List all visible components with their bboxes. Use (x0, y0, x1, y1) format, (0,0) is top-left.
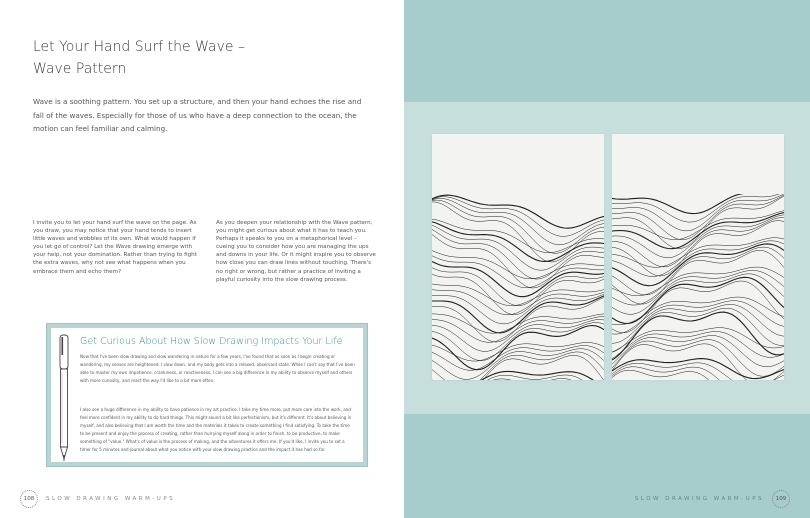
wave-line (612, 195, 784, 240)
wave-line (612, 336, 784, 367)
pen-icon (56, 333, 72, 463)
sidebar-box-inner (51, 328, 363, 462)
wave-line (612, 270, 784, 305)
wave-line (612, 274, 784, 315)
page-title (33, 36, 363, 80)
left-page (0, 0, 404, 518)
wave-line (432, 326, 604, 370)
teal-band-top (404, 0, 810, 102)
wave-line (432, 294, 604, 324)
running-head-right: SLOW DRAWING WARM-UPS (634, 496, 764, 502)
wave-line (612, 281, 784, 333)
wave-line (612, 340, 784, 377)
sidebar-paragraph-1: Now that I've been slow drawing and slow wandering in nature for a few years, I've found that as soon as I begin creating or wandering, my senses are heightened. I slow down, and my body gets into a relaxed, observant state. While I can't say that I've been able to master my own impatience, crankiness, or reactiveness, I can see a big difference in my ability to observe myself and others with more curiosity, and react the way I'd like to a bit more often. (80, 354, 355, 384)
wave-drawing-panel-left (432, 134, 604, 380)
wave-drawing-panel-right (612, 134, 784, 380)
sidebar-box (46, 323, 368, 467)
wave-line (432, 349, 604, 380)
wave-line (432, 284, 604, 306)
wave-line (612, 301, 784, 334)
title-line-2: Wave Pattern (33, 61, 127, 77)
paper-top (432, 134, 604, 194)
sidebar-heading: Get Curious About How Slow Drawing Impacts Your Life (80, 336, 343, 347)
intro-paragraph: Wave is a soothing pattern. You set up a structure, and then your hand echoes the rise and fall of the waves. Especially for those of us who have a deep connection to the ocean, the motion can feel familiar and calming. (33, 97, 362, 133)
wave-line (432, 290, 604, 315)
wave-line (612, 244, 784, 286)
wave-line (432, 378, 604, 380)
right-page (404, 0, 810, 518)
wave-line (612, 194, 784, 231)
body-column-left: I invite you to let your hand surf the wave on the page. As you draw, you may notice that your hand tends to insert little waves and wobbles of its own. What would happen if you let go of control? Let the Wave drawing emerge with your help, not your domination. Rather than trying to fight the extra waves, why not see what happens when you embrace them and echo them? (33, 220, 197, 275)
wave-line (432, 322, 604, 360)
wave-line (432, 222, 604, 262)
wave-line (432, 197, 604, 237)
page-number: 108 (23, 496, 35, 502)
footer-right (627, 489, 790, 509)
wave-line (432, 268, 604, 306)
wave-line (432, 371, 604, 380)
sidebar-paragraph-2: I also see a huge difference in my ability to have patience in my art practice. I take my time more, put more care into the work, and feel more confident in my ability to do hard things. This might sound a bit like perfectionism, but it's different. It's about believing in myself, and also believing that I am worth the time and the materials it takes to create something I find satisfying. To take the time to be present and enjoy the process of creating, rather than hurrying myself along in order to finish, to be productive, to make something of "value." What's of value is the process of making, and the adventures it offers me. If you'd like, I invite you to set a timer for 5 minutes and journal about what you notice with your slow drawing practice and the impact it has had so far. (80, 407, 352, 453)
title-line-1: Let Your Hand Surf the Wave – (33, 39, 245, 55)
wave-line (612, 238, 784, 268)
page-number-badge-right (772, 490, 790, 508)
page-number-right: 109 (775, 496, 787, 502)
paper-top (612, 134, 784, 194)
wave-drawing-left (432, 134, 604, 380)
page-number-badge (20, 490, 38, 508)
wave-drawing-right (612, 134, 784, 380)
footer-left (20, 489, 183, 509)
wave-line (612, 332, 784, 359)
body-column-right: As you deepen your relationship with the Wave pattern, you might get curious about what it has to teach you. Perhaps it speaks to you on a metaphorical level – cueing you to consider how you are managing the ups and downs in your life. Or it might inspire you to observe how close you can draw lines without touching. There's no right or wrong, but rather a practice of inviting a playful curiosity into the slow drawing process. (216, 220, 376, 283)
wave-line (612, 277, 784, 323)
wave-line (612, 344, 784, 380)
wave-line (432, 251, 604, 279)
running-head: SLOW DRAWING WARM-UPS (46, 496, 176, 502)
